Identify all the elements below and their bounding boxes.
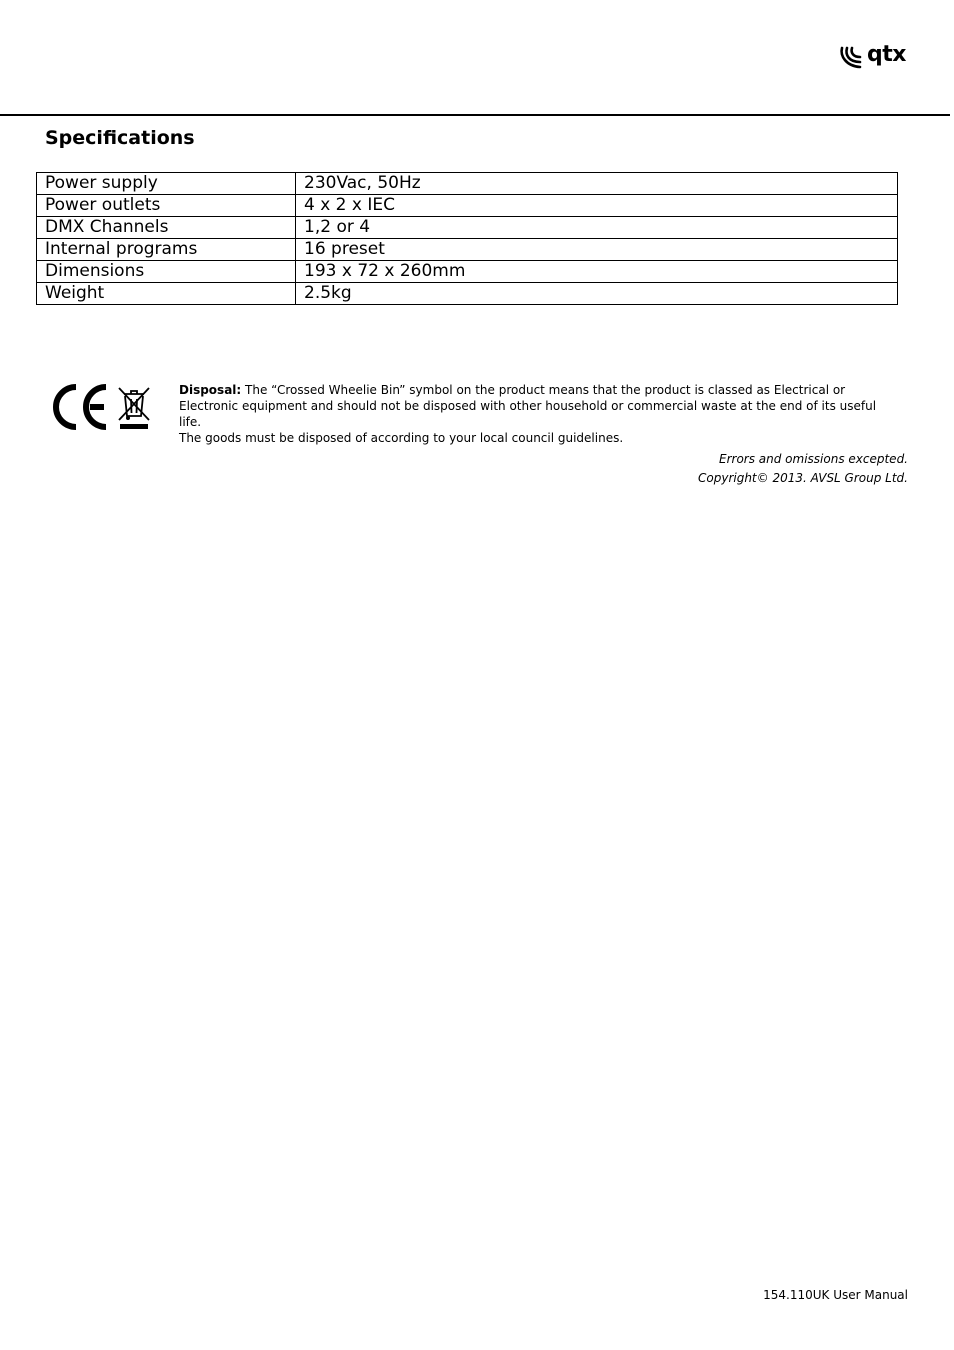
spec-value: 2.5kg [296,283,898,305]
spec-label: Internal programs [37,239,296,261]
disposal-text: The “Crossed Wheelie Bin” symbol on the product means that the product is classed as Electrical or [241,383,846,397]
copyright-text: Copyright© 2013. AVSL Group Ltd. [698,471,908,485]
brand-name: qtx [867,42,906,67]
ce-mark-icon [52,383,110,431]
table-row [37,195,898,217]
disposal-heading: Disposal: [179,383,242,397]
table-row [37,173,898,195]
specifications-table [36,172,898,305]
brand-waves-icon [838,44,864,70]
spec-value: 4 x 2 x IEC [296,195,898,217]
spec-value: 1,2 or 4 [296,217,898,239]
copyright-notice [698,450,908,488]
table-row [37,239,898,261]
footer-manual-ref: 154.110UK User Manual [763,1288,908,1302]
table-row [37,217,898,239]
crossed-wheelie-bin-icon [116,384,152,430]
errors-notice: Errors and omissions excepted. [719,452,908,466]
spec-value: 16 preset [296,239,898,261]
brand-logo [838,42,906,72]
spec-label: DMX Channels [37,217,296,239]
table-row [37,261,898,283]
disposal-notice [179,382,899,446]
disposal-text: Electronic equipment and should not be disposed with other household or commercial waste at the end of its useful life. [179,399,877,429]
page-title: Specifications [45,127,195,149]
compliance-marks [52,383,152,431]
spec-label: Power outlets [37,195,296,217]
spec-label: Weight [37,283,296,305]
header-divider [0,114,950,116]
spec-label: Power supply [37,173,296,195]
spec-label: Dimensions [37,261,296,283]
spec-value: 230Vac, 50Hz [296,173,898,195]
spec-value: 193 x 72 x 260mm [296,261,898,283]
disposal-text: The goods must be disposed of according to your local council guidelines. [179,431,624,445]
table-row [37,283,898,305]
